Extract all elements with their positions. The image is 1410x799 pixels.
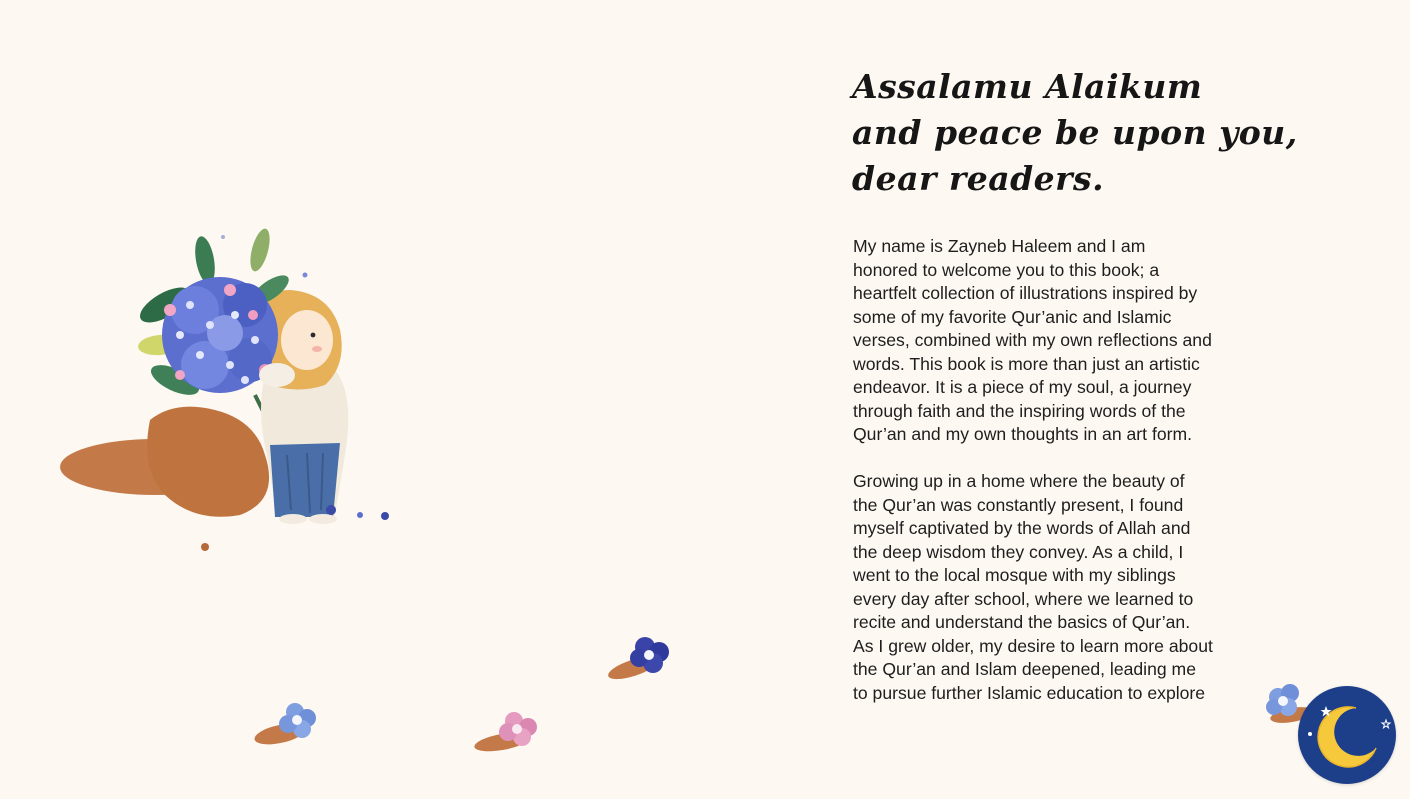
heading-line: and peace be upon you, (852, 113, 1298, 152)
heading-line: dear readers. (852, 159, 1105, 198)
navy-flower-illustration (605, 632, 675, 684)
pink-flower-illustration (470, 708, 545, 756)
heading-line: Assalamu Alaikum (852, 67, 1203, 106)
night-mode-button[interactable] (1298, 686, 1396, 784)
paragraph: Growing up in a home where the beauty of the Qur’an was constantly present, I found myself captivated by the words of Allah and the deep wisdom they convey. As a child, I went to the local mosque with my siblings every day after school, where we learned to recite and understand the basics of Qur’an. As I grew older, my desire to learn more about the Qur’an and Islam deepened, leading me to pursue further Islamic education to explore (853, 471, 1213, 703)
crescent-moon-stars-icon (1298, 686, 1396, 784)
blue-flower-illustration (250, 698, 325, 750)
paragraph: My name is Zayneb Haleem and I am honored to welcome you to this book; a heartfelt collection of illustrations inspired by some of my favorite Qur’anic and Islamic verses, combined with my own reflections and words. This book is more than just an artistic endeavor. It is a piece of my soul, a journey through faith and the inspiring words of the Qur’an and my own thoughts in an art form. (853, 236, 1212, 444)
welcome-heading (852, 64, 1298, 202)
introduction-text (853, 235, 1213, 729)
girl-with-bouquet-illustration (55, 205, 400, 560)
